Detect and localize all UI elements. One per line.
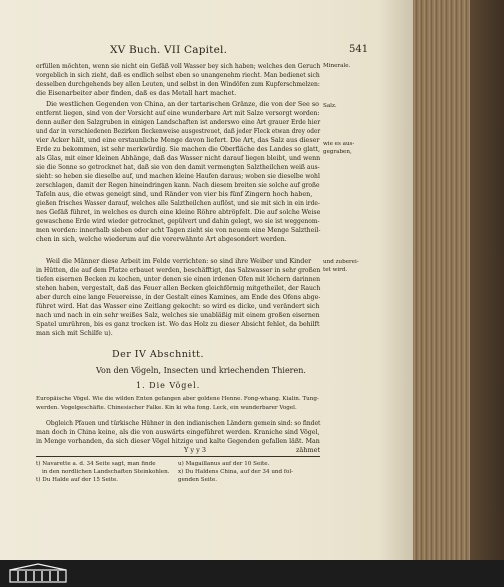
catchword: zähmet	[296, 446, 321, 454]
text-line: Obgleich Pfauen und türkische Hühner in den indianischen Ländern gemein sind: so findet	[46, 419, 321, 427]
text-line: die Eisenarbeiter aber finden, daß es das Metall hart machet.	[36, 89, 237, 97]
page-gutter-shadow	[378, 0, 418, 560]
footnote: x) Du Haldens China, auf der 34 und fol-	[178, 469, 293, 475]
text-line: sieht: so heben sie dieselbe auf, und machen kleine Haufen daraus; woben sie dieselbe wohl	[36, 172, 320, 180]
text-line: gießen frisches Wasser darauf, welches alle Salztheilchen auflöst, und sie mit sich in ein irde-	[36, 199, 320, 207]
text-line: in Menge vorhanden, da sich dieser Vögel hitzige und kalte Gegenden gefallen läßt. Man	[36, 437, 320, 445]
book-cover-edge	[470, 0, 504, 560]
text-line: Weil die Männer diese Arbeit im Felde verrichten: so sind ihre Weiber und Kinder	[46, 257, 312, 265]
text-line: in Hütten, die auf dem Platze erbauet werden, beschäfftigt, das Salzwasser in sehr großen	[36, 266, 321, 274]
footnote: t) Navarette a. d. 34 Seite sagt, man finde	[36, 461, 156, 467]
page-number: 541	[349, 44, 369, 55]
margin-note-gegraben-2: gegraben,	[323, 149, 352, 155]
text-line: und dar in verschiedenen Bezirken fleckenweise ausgestreuet, daß jeder Fleck etwan drey oder	[36, 127, 321, 135]
text-line: gewaschene Erde wird wieder getrocknet, gepülvert und dahin gelegt, wo sie ist weggenom-	[36, 217, 320, 225]
summary-line: Europäische Vögel. Wie die wilden Enten gefangen aber goldene Henne. Fong-whang. Kialin. Tung-	[36, 396, 319, 402]
footnote: in den nordlichen Landschaften Steinkohlen.	[42, 469, 170, 475]
footnote-rule	[36, 456, 320, 457]
text-line: denn außer den Salzgruben in einigen Landschaften ist anderswo eine Art grauer Erde hier	[36, 118, 321, 126]
text-line: Tafeln aus, die etwas geneigt sind, und Ränder von vier bis fünf Zingern hoch haben,	[36, 190, 313, 198]
text-line: erfüllen möchten, wenn sie nicht ein Gefäß voll Wasser bey sich haben; welches den Geruch	[36, 62, 321, 70]
text-line: Die westlichen Gegenden von China, an der tartarischen Gränze, die von der See so	[46, 100, 319, 108]
footnote: genden Seite.	[178, 477, 218, 483]
text-line: man sich mit Schilfe u).	[36, 329, 113, 337]
section-heading: Der IV Abschnitt.	[112, 349, 205, 360]
text-line: nes Gefäß führet, in welches es durch eine kleine Röhre abtröpfelt. Die auf solche Weise	[36, 208, 321, 216]
text-line: sie die Sonne so getrocknet hat, daß sie von den damit vermengten Salztheilchen weiß aus-	[36, 163, 320, 171]
summary-line: werden. Vogelgeschäfte. Chinesischer Falke. Kin ki wha fong. Leck, ein wunderbarer Vogel.	[36, 405, 297, 411]
subsection-heading: 1. Die Vögel.	[136, 381, 201, 390]
text-line: als Glas, mit einer kleinen Abhänge, daß das Wasser nicht darauf liegen bleibt, und wenn	[36, 154, 321, 162]
text-line: man doch in China keine, als die von auswärts eingeführet werden. Kraniche sind Vögel,	[36, 428, 320, 436]
margin-note-gegraben-1: wie es aus-	[323, 141, 355, 147]
text-line: desselben durchgehends bey allen Leuten, und selbst in den Windöfen zum Kupferschmelzen:	[36, 80, 320, 88]
text-line: tiefen eisernen Becken zu kochen, unter denen sie einen irdenen Ofen mit löchern darinnen	[36, 275, 321, 283]
text-line: führet wird. Hat das Wasser eine Zeitlang gekocht: so wird es dicke, und verändert sich	[36, 302, 320, 310]
signature-mark: Y y y 3	[184, 446, 206, 454]
text-line: aber durch eine lange Feuereisse, in der Gestalt eines Kamines, am Ende des Ofens abge-	[36, 293, 321, 301]
footnote: u) Magaillanus auf der 10 Seite.	[178, 461, 270, 467]
text-line: vier Acker hält, und eine erstaunliche Menge davon liefert. Die Art, das Salz aus dieser	[36, 136, 320, 144]
text-line: entfernt liegen, sind von der Vorsicht auf eine wunderbare Art mit Salze versorgt worden:	[36, 109, 320, 117]
margin-note-zubereitet-2: tet wird.	[323, 267, 348, 273]
text-line: zerschlagen, damit der Regen hineindringen kann. Nach diesem breiten sie solche auf große	[36, 181, 320, 189]
viewer-footer-bar	[0, 560, 504, 587]
text-line: nach und nach in ein sehr weißes Salz, welches sie unabläßig mit einem großen eisernen	[36, 311, 320, 319]
footnote: t) Du Halde auf der 15 Seite.	[36, 477, 119, 483]
text-line: men worden: innerhalb sieben oder acht Tagen zieht sie von neuem eine Menge Salztheil-	[36, 226, 321, 234]
text-line: stehen haben, vergestalt, daß das Feuer allen Becken gleichförmig mitgetheilet, der Rauch	[36, 284, 321, 292]
margin-note-minerale: Minerale.	[323, 63, 351, 69]
text-line: Spatel umrühren, bis es ganz trocken ist. Wo das Holz zu dieser Absicht fehlet, da behilft	[36, 320, 320, 328]
text-line: vorgeblich in sich zieht, daß es endlich selbst eben so unangenehm riecht. Man bedienet sich	[36, 71, 320, 79]
section-title: Von den Vögeln, Insecten und kriechenden Thieren.	[96, 366, 306, 375]
margin-note-zubereitet-1: und zuberei-	[323, 259, 359, 265]
text-line: Erde zu bekommen, ist sehr merkwürdig. Sie machen die Oberfläche des Landes so glatt,	[36, 145, 320, 153]
margin-note-salz: Salz.	[323, 103, 337, 109]
text-line: chen in sich, welche wiederum auf die vorerwähnte Art abgesondert werden.	[36, 235, 287, 243]
running-header: XV Buch. VII Capitel.	[110, 44, 228, 56]
library-logo-icon	[8, 562, 72, 584]
